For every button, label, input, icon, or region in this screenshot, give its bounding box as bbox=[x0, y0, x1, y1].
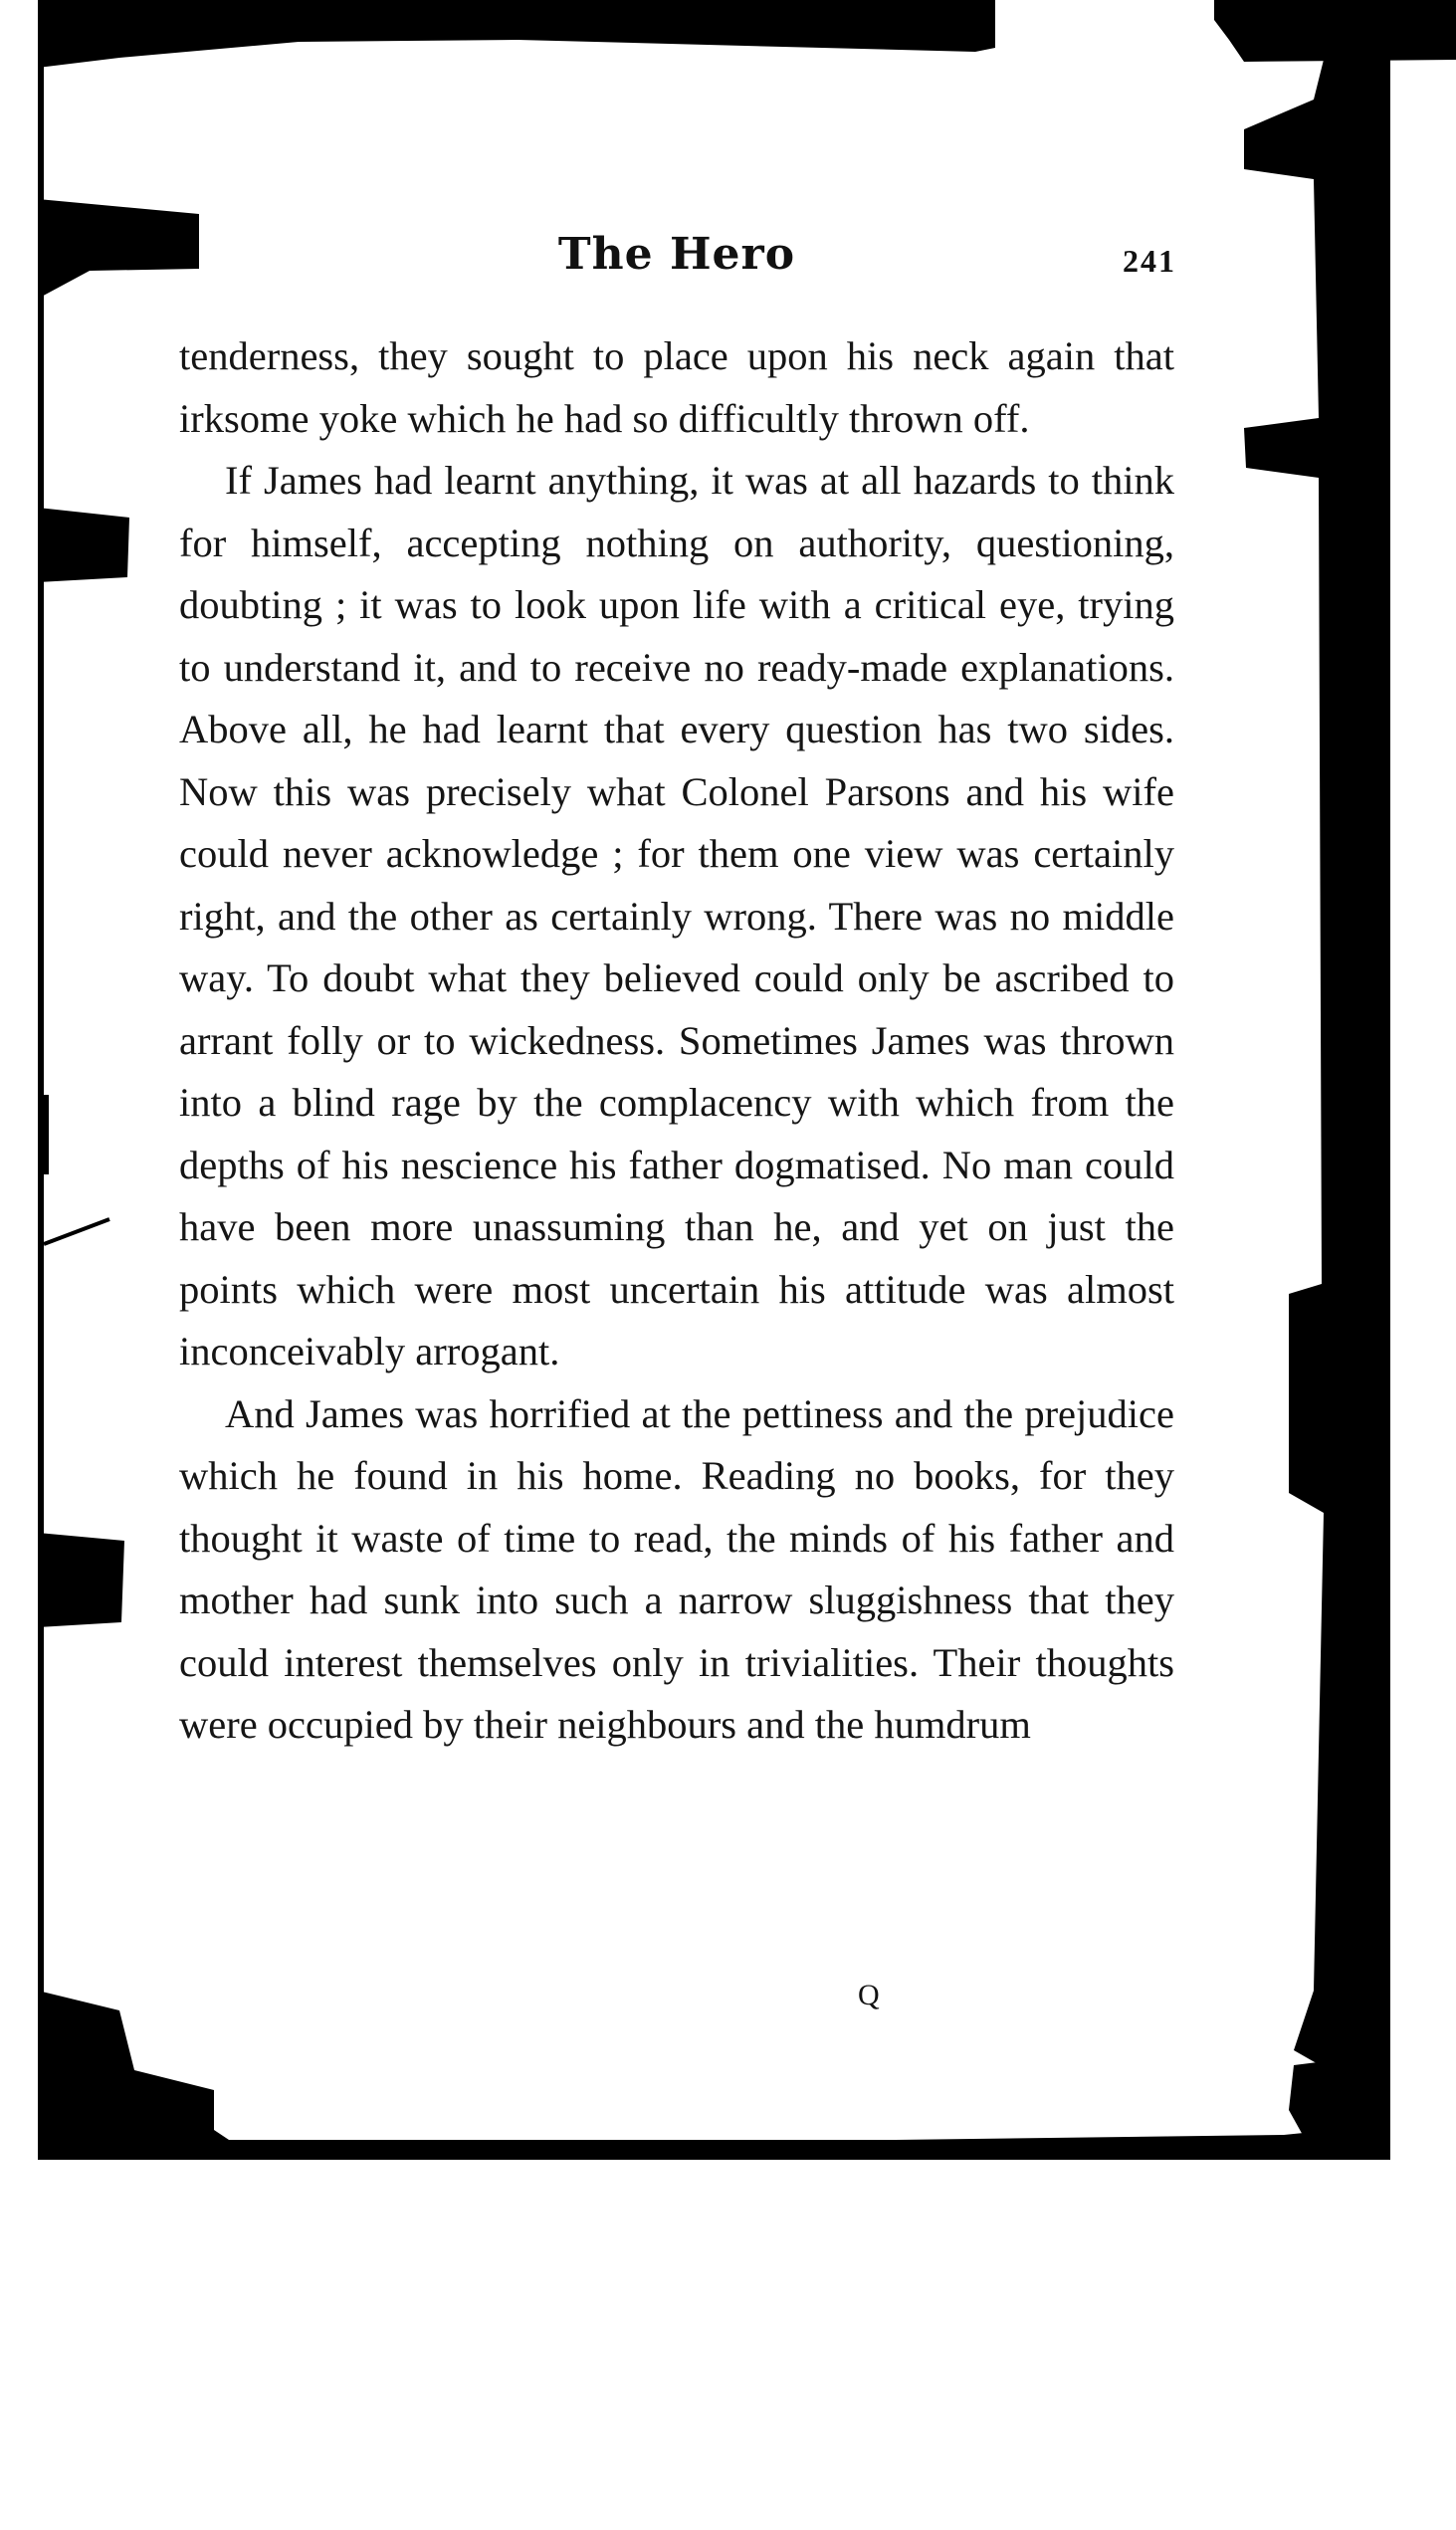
left-block-mid bbox=[38, 508, 129, 582]
paragraph: And James was horrified at the pettiness and the prejudice which he found in his home. Reading no books, for they thought it waste of time to read, the minds of his father and mother had sunk into such a narrow sluggishness that they could interest themselves only in trivialities. Their thoughts were occupied by their neighbours and the humdrum bbox=[179, 1390, 1174, 1747]
left-block-lower bbox=[38, 1533, 124, 1627]
left-block-upper bbox=[38, 199, 199, 299]
body-text bbox=[179, 325, 1174, 1757]
running-head bbox=[179, 229, 1174, 299]
left-mark bbox=[44, 1219, 109, 1244]
paragraph: tenderness, they sought to place upon his neck again that irksome yoke which he had so difficultly thrown off. bbox=[179, 333, 1174, 441]
running-title: The Hero bbox=[557, 229, 796, 280]
signature-mark: Q bbox=[858, 1979, 880, 2011]
left-tick bbox=[44, 1095, 49, 1174]
bottom-border bbox=[38, 2130, 1390, 2160]
left-border bbox=[38, 0, 44, 2160]
page-text-block bbox=[179, 229, 1174, 1757]
right-outer-edge bbox=[1378, 0, 1390, 2160]
page-number: 241 bbox=[1123, 243, 1176, 279]
top-border bbox=[38, 0, 995, 68]
paragraph: If James had learnt anything, it was at all hazards to think for himself, accepting nothing on authority, questioning, doubting ; it was to look upon life with a critical eye, trying to understand it, and to receive no ready-made explanations. Above all, he had learnt that every question has two sides. Now this was precisely what Colonel Parsons and his wife could never acknowledge ; for them one view was certainly right, and the other as certainly wrong. There was no middle way. To doubt what they believed could only be ascribed to arrant folly or to wickedness. Sometimes James was thrown into a blind rage by the complacency with which from the depths of his nescience his father dogmatised. No man could have been more unassuming than he, and yet on just the points which were most uncertain his attitude was almost inconceivably arrogant. bbox=[179, 458, 1174, 1373]
right-border bbox=[1244, 0, 1383, 2160]
